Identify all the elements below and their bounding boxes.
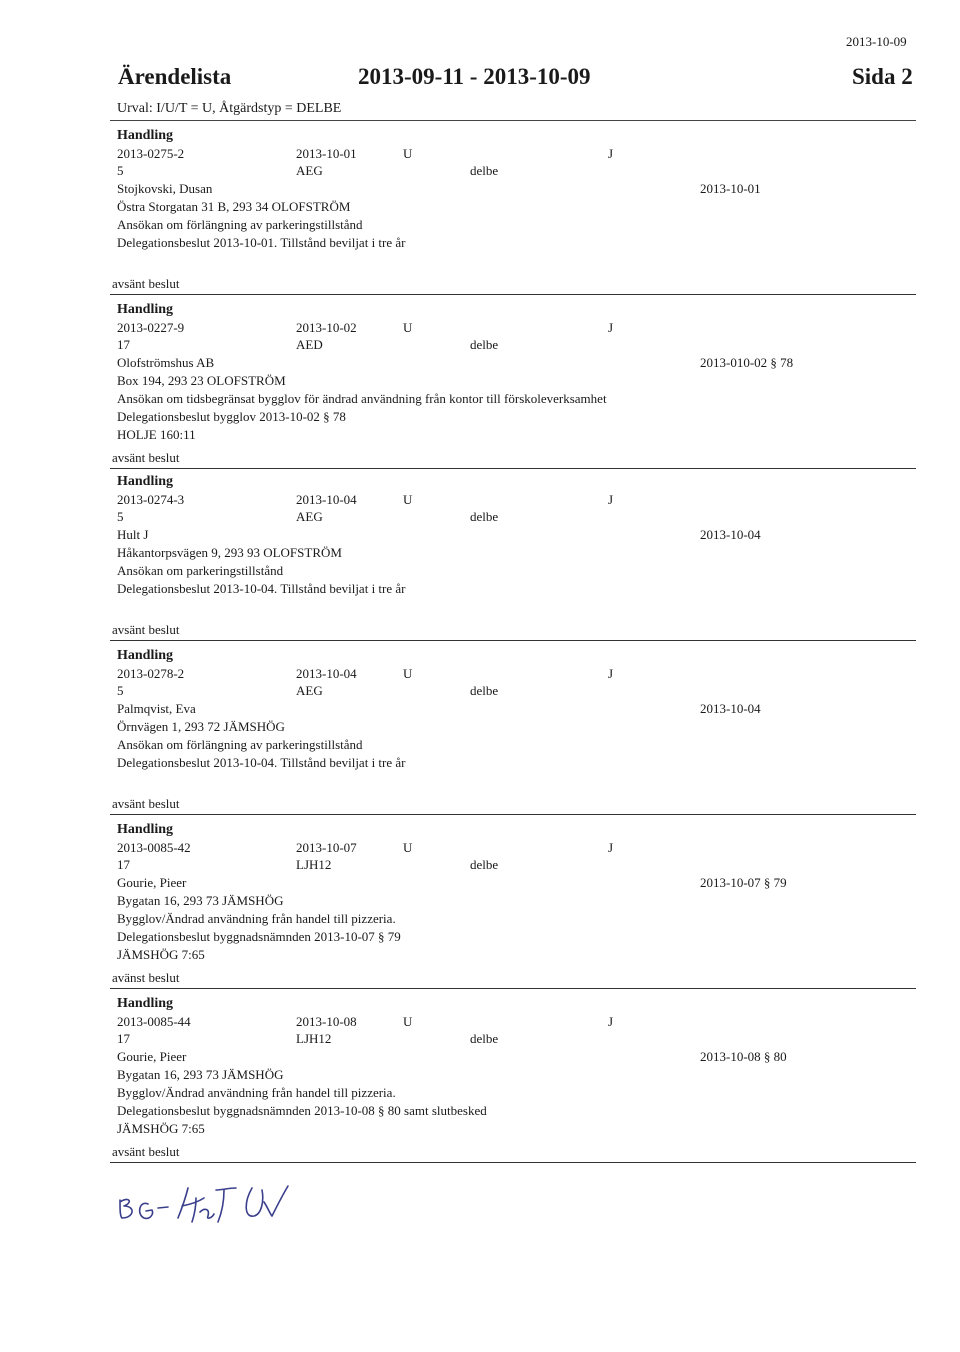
decision-reference: 2013-10-07 § 79 (700, 875, 787, 890)
entry-label: Handling (117, 128, 174, 143)
entry (0, 128, 960, 298)
party-name: Gourie, Pieer (117, 875, 187, 890)
case-number: 2013-0275-2 (117, 146, 185, 161)
handwritten-signature (112, 1178, 302, 1233)
entry-divider (110, 988, 916, 989)
entry-number: 17 (117, 337, 130, 352)
io-code: U (403, 320, 413, 335)
party-address: Bygatan 16, 293 73 JÄMSHÖG (117, 1067, 284, 1082)
case-number: 2013-0278-2 (117, 666, 185, 681)
action-type: delbe (470, 163, 499, 178)
entry-divider (110, 640, 916, 641)
header-divider (110, 120, 916, 121)
decision-text: Delegationsbeslut bygglov 2013-10-02 § 78 (117, 409, 346, 424)
dispatch-status: avsänt beslut (112, 796, 180, 811)
case-subject: Ansökan om förlängning av parkeringstillstånd (117, 737, 363, 752)
flag-code: J (608, 1014, 614, 1029)
action-type: delbe (470, 857, 499, 872)
entry (0, 996, 960, 1166)
decision-text: Delegationsbeslut byggnadsnämnden 2013-10-08 § 80 samt slutbesked (117, 1103, 487, 1118)
case-number: 2013-0227-9 (117, 320, 185, 335)
io-code: U (403, 492, 413, 507)
handler-code: AEG (296, 163, 323, 178)
selection-criteria: Urval: I/U/T = U, Åtgärdstyp = DELBE (117, 101, 342, 116)
flag-code: J (608, 146, 614, 161)
entry-divider (110, 1162, 916, 1163)
entry-date: 2013-10-07 (296, 840, 357, 855)
dispatch-status: avsänt beslut (112, 622, 180, 637)
party-address: Håkantorpsvägen 9, 293 93 OLOFSTRÖM (117, 545, 342, 560)
dispatch-status: avänst beslut (112, 970, 180, 985)
party-name: Palmqvist, Eva (117, 701, 196, 716)
entry-divider (110, 468, 916, 469)
entry-date: 2013-10-02 (296, 320, 357, 335)
party-address: Box 194, 293 23 OLOFSTRÖM (117, 373, 286, 388)
decision-reference: 2013-010-02 § 78 (700, 355, 794, 370)
party-address: Bygatan 16, 293 73 JÄMSHÖG (117, 893, 284, 908)
entry (0, 474, 960, 644)
print-date: 2013-10-09 (846, 34, 907, 49)
decision-text: Delegationsbeslut byggnadsnämnden 2013-10-07 § 79 (117, 929, 401, 944)
handler-code: LJH12 (296, 1031, 332, 1046)
decision-text: Delegationsbeslut 2013-10-01. Tillstånd beviljat i tre år (117, 235, 406, 250)
decision-text: Delegationsbeslut 2013-10-04. Tillstånd beviljat i tre år (117, 755, 406, 770)
handler-code: AEG (296, 509, 323, 524)
action-type: delbe (470, 683, 499, 698)
party-address: Östra Storgatan 31 B, 293 34 OLOFSTRÖM (117, 199, 351, 214)
entry-number: 17 (117, 1031, 130, 1046)
entry (0, 648, 960, 818)
action-type: delbe (470, 337, 499, 352)
entry-number: 5 (117, 509, 124, 524)
dispatch-status: avsänt beslut (112, 276, 180, 291)
entry-date: 2013-10-01 (296, 146, 357, 161)
property-designation: HOLJE 160:11 (117, 427, 196, 442)
flag-code: J (608, 320, 614, 335)
case-subject: Bygglov/Ändrad användning från handel till pizzeria. (117, 911, 396, 926)
action-type: delbe (470, 1031, 499, 1046)
entry-divider (110, 814, 916, 815)
case-subject: Ansökan om parkeringstillstånd (117, 563, 284, 578)
flag-code: J (608, 492, 614, 507)
entry-label: Handling (117, 648, 174, 663)
decision-reference: 2013-10-01 (700, 181, 761, 196)
entry-number: 5 (117, 683, 124, 698)
entry-label: Handling (117, 474, 174, 489)
entry-number: 17 (117, 857, 130, 872)
entry-date: 2013-10-04 (296, 492, 357, 507)
dispatch-status: avsänt beslut (112, 1144, 180, 1159)
case-subject: Ansökan om tidsbegränsat bygglov för ändrad användning från kontor till förskoleverksamhet (117, 391, 607, 406)
report-period: 2013-09-11 - 2013-10-09 (358, 64, 591, 89)
decision-reference: 2013-10-04 (700, 701, 761, 716)
case-number: 2013-0085-42 (117, 840, 191, 855)
entry-label: Handling (117, 302, 174, 317)
party-address: Örnvägen 1, 293 72 JÄMSHÖG (117, 719, 285, 734)
entry-number: 5 (117, 163, 124, 178)
entry-label: Handling (117, 996, 174, 1011)
property-designation: JÄMSHÖG 7:65 (117, 947, 205, 962)
case-number: 2013-0085-44 (117, 1014, 191, 1029)
dispatch-status: avsänt beslut (112, 450, 180, 465)
entry-label: Handling (117, 822, 174, 837)
decision-reference: 2013-10-04 (700, 527, 761, 542)
entry (0, 302, 960, 472)
case-number: 2013-0274-3 (117, 492, 185, 507)
entry-date: 2013-10-04 (296, 666, 357, 681)
party-name: Hult J (117, 527, 149, 542)
io-code: U (403, 666, 413, 681)
handler-code: AED (296, 337, 323, 352)
handler-code: AEG (296, 683, 323, 698)
case-subject: Bygglov/Ändrad användning från handel till pizzeria. (117, 1085, 396, 1100)
party-name: Gourie, Pieer (117, 1049, 187, 1064)
property-designation: JÄMSHÖG 7:65 (117, 1121, 205, 1136)
handler-code: LJH12 (296, 857, 332, 872)
flag-code: J (608, 840, 614, 855)
io-code: U (403, 146, 413, 161)
page-number: Sida 2 (852, 64, 913, 89)
io-code: U (403, 840, 413, 855)
flag-code: J (608, 666, 614, 681)
io-code: U (403, 1014, 413, 1029)
page-title: Ärendelista (118, 64, 232, 89)
decision-text: Delegationsbeslut 2013-10-04. Tillstånd beviljat i tre år (117, 581, 406, 596)
action-type: delbe (470, 509, 499, 524)
case-subject: Ansökan om förlängning av parkeringstillstånd (117, 217, 363, 232)
entry-date: 2013-10-08 (296, 1014, 357, 1029)
party-name: Olofströmshus AB (117, 355, 215, 370)
entry-divider (110, 294, 916, 295)
decision-reference: 2013-10-08 § 80 (700, 1049, 787, 1064)
party-name: Stojkovski, Dusan (117, 181, 213, 196)
entry (0, 822, 960, 992)
